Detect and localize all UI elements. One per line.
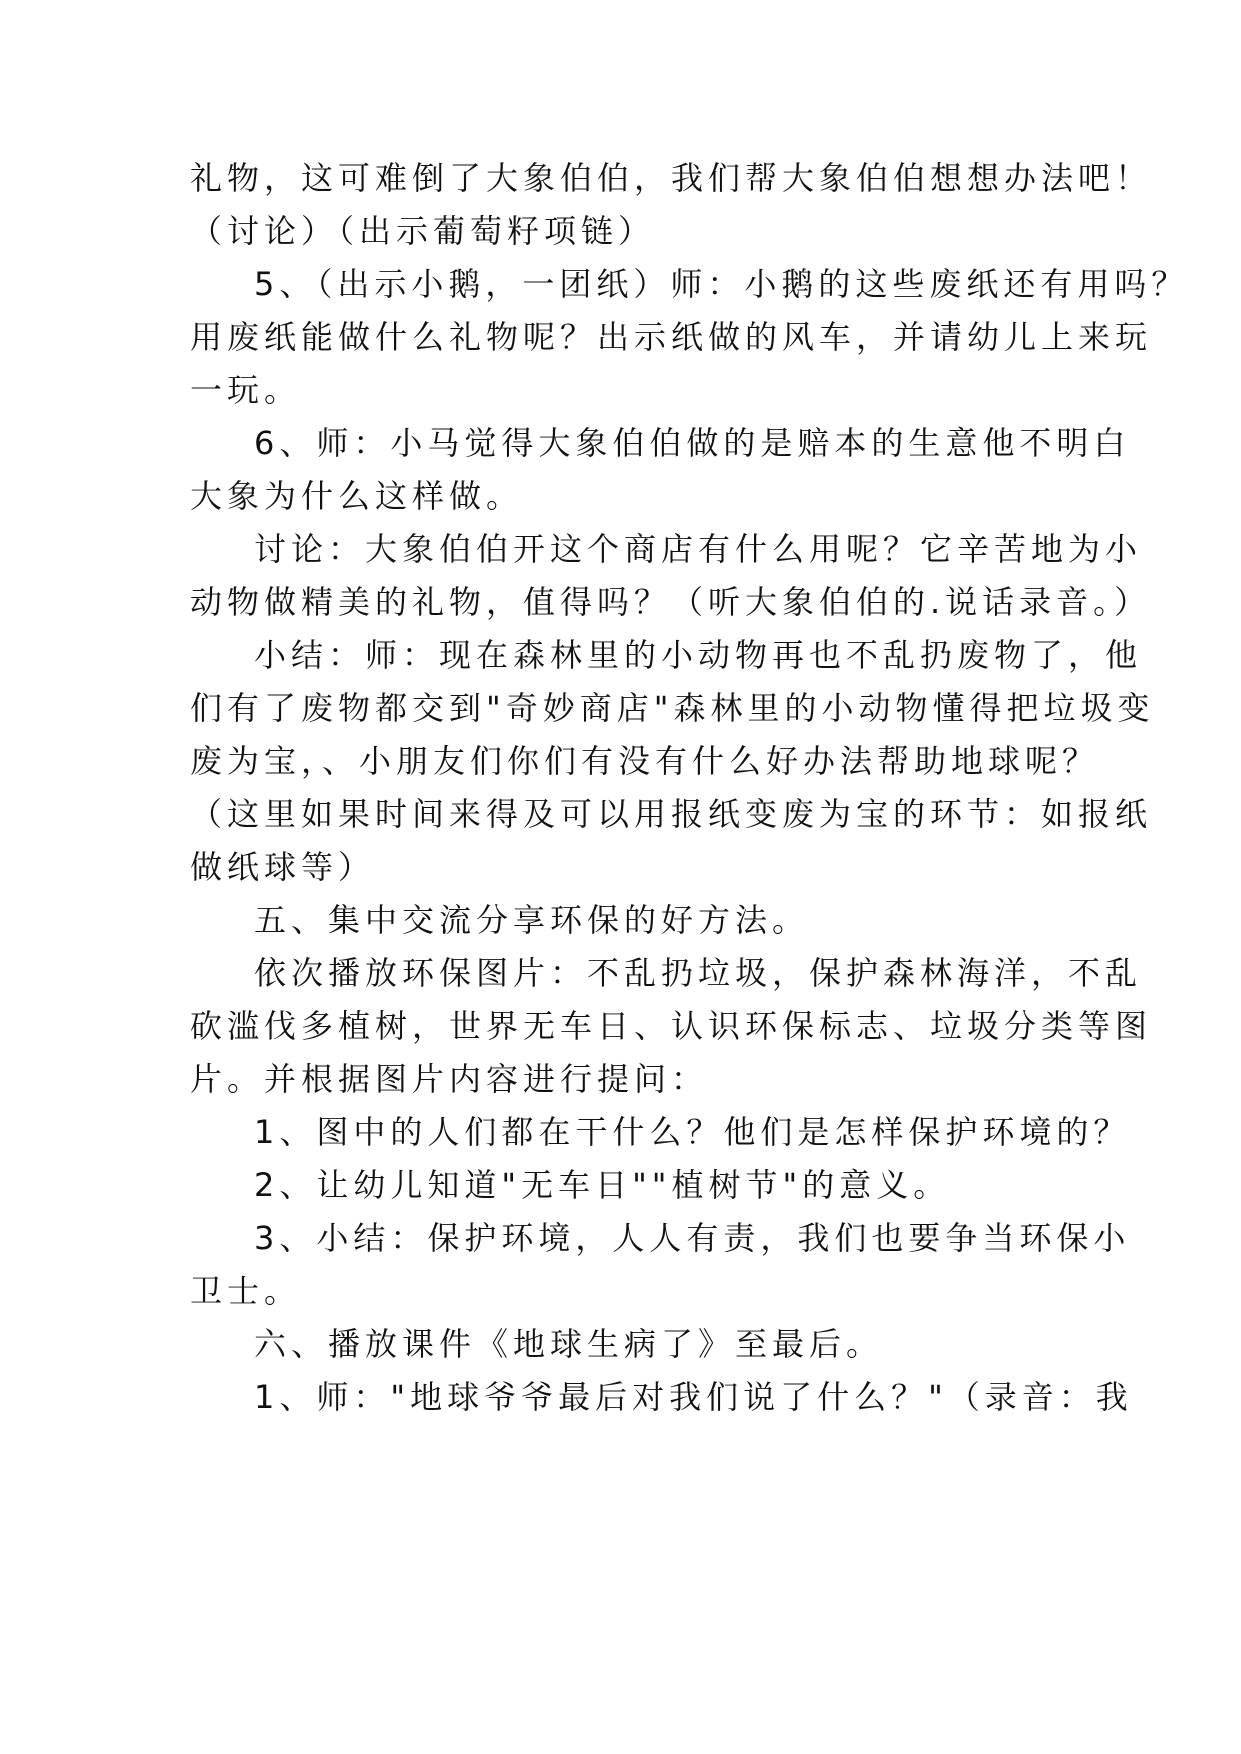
text-line: 废为宝，、小朋友们你们有没有什么好办法帮助地球呢？ — [190, 742, 1100, 780]
text-line: 用废纸能做什么礼物呢？出示纸做的风车，并请幼儿上来玩 — [190, 318, 1153, 356]
text-line: 砍滥伐多植树，世界无车日、认识环保标志、垃圾分类等图 — [190, 1007, 1153, 1045]
section-heading: 六、播放课件《地球生病了》至最后。 — [254, 1325, 884, 1363]
text-line: 片。并根据图片内容进行提问： — [190, 1060, 709, 1098]
text-line: 2、让幼儿知道"无车日""植树节"的意义。 — [254, 1166, 951, 1204]
text-line: 做纸球等） — [190, 848, 376, 886]
text-line: 卫士。 — [190, 1272, 302, 1310]
text-line: 3、小结：保护环境，人人有责，我们也要争当环保小 — [254, 1219, 1131, 1257]
text-line: 礼物，这可难倒了大象伯伯，我们帮大象伯伯想想办法吧！ — [190, 159, 1153, 197]
text-line: 大象为什么这样做。 — [190, 477, 524, 515]
text-line: 一玩。 — [190, 371, 302, 409]
text-line: 6、师：小马觉得大象伯伯做的是赔本的生意他不明白 — [254, 424, 1131, 462]
text-line: 依次播放环保图片：不乱扔垃圾，保护森林海洋，不乱 — [254, 954, 1143, 992]
text-line: 们有了废物都交到"奇妙商店"森林里的小动物懂得把垃圾变 — [190, 689, 1155, 727]
text-line: 讨论：大象伯伯开这个商店有什么用呢？它辛苦地为小 — [254, 530, 1143, 568]
text-line: 动物做精美的礼物，值得吗？（听大象伯伯的.说话录音。） — [190, 583, 1152, 621]
text-line: 5、（出示小鹅，一团纸）师：小鹅的这些废纸还有用吗？ — [254, 265, 1189, 303]
text-line: （这里如果时间来得及可以用报纸变废为宝的环节：如报纸 — [190, 795, 1153, 833]
text-line: （讨论）（出示葡萄籽项链） — [190, 212, 656, 250]
text-line: 1、图中的人们都在干什么？他们是怎样保护环境的？ — [254, 1113, 1131, 1151]
section-heading: 五、集中交流分享环保的好方法。 — [254, 901, 810, 939]
text-line: 小结：师：现在森林里的小动物再也不乱扔废物了，他 — [254, 636, 1143, 674]
text-line: 1、师："地球爷爷最后对我们说了什么？"（录音：我 — [254, 1378, 1133, 1416]
